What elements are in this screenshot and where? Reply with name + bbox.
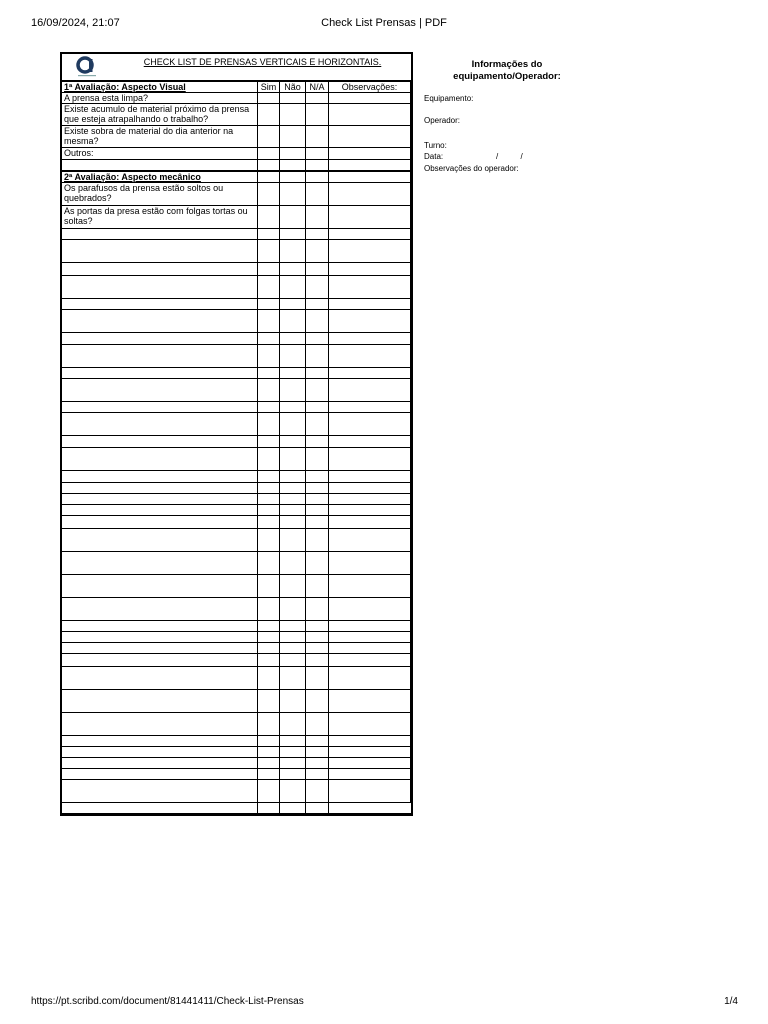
blank-row-cell [306,713,329,736]
blank-row-cell [258,747,280,758]
blank-row-cell [280,333,306,345]
blank-row-cell [329,598,411,621]
blank-row-cell [329,803,411,814]
blank-row-cell [280,713,306,736]
mechanical-item-cell: Os parafusos da prensa estão soltos ou quebrados? [62,183,258,206]
mechanical-item-cell: As portas da presa estão com folgas tortas ou soltas? [62,206,258,229]
blank-row-cell [62,598,258,621]
section2-header-cell [280,172,306,183]
blank-row-cell [280,310,306,333]
blank-row-cell [280,379,306,402]
blank-row-cell [329,713,411,736]
blank-row-cell [62,575,258,598]
blank-row-cell [62,643,258,654]
blank-row-cell [280,263,306,276]
blank-row-cell [280,758,306,769]
blank-row-cell [329,368,411,379]
blank-row-cell [280,240,306,263]
visual-item-cell [329,126,411,148]
mechanical-item-cell [329,206,411,229]
blank-row-cell [280,299,306,310]
blank-row-cell [306,769,329,780]
visual-item-cell [258,93,280,104]
blank-row-cell [258,598,280,621]
blank-row-cell [329,483,411,494]
blank-row-cell [306,413,329,436]
blank-row-cell [62,552,258,575]
blank-row-cell [280,598,306,621]
blank-row-cell [306,310,329,333]
mechanical-item-cell [280,183,306,206]
logo-icon [72,55,102,79]
data-label: Data: [424,152,444,161]
blank-row-cell [258,632,280,643]
visual-item-cell [306,93,329,104]
blank-row-cell [306,505,329,516]
blank-row-cell [62,713,258,736]
blank-row-cell [329,758,411,769]
blank-row-cell [306,667,329,690]
blank-row-cell [62,333,258,345]
blank-row-cell [62,690,258,713]
blank-row-cell [280,690,306,713]
blank-row-cell [280,552,306,575]
blank-row-cell [280,632,306,643]
blank-row-cell [329,263,411,276]
blank-row-cell [329,402,411,413]
blank-row-cell [306,758,329,769]
blank-row-cell [329,333,411,345]
blank-row-cell [62,471,258,483]
page-url: https://pt.scribd.com/document/81441411/Check-List-Prensas [31,996,304,1007]
blank-row-cell [258,345,280,368]
blank-row-cell [280,229,306,240]
visual-item-cell [329,93,411,104]
section1-header-cell: 1ª Avaliação: Aspecto Visual [62,82,258,93]
visual-item-cell: Outros: [62,148,258,160]
blank-row-cell [306,402,329,413]
blank-row-cell [306,780,329,803]
spacer-cell [280,160,306,172]
blank-row-cell [329,552,411,575]
blank-row-cell [329,240,411,263]
blank-row-cell [258,333,280,345]
blank-row-cell [62,448,258,471]
blank-row-cell [258,552,280,575]
blank-row-cell [62,402,258,413]
blank-row-cell [62,494,258,505]
blank-row-cell [329,229,411,240]
blank-row-cell [329,379,411,402]
page-count: 1/4 [724,996,738,1007]
mechanical-item-cell [306,183,329,206]
blank-row-cell [258,505,280,516]
blank-row-cell [258,803,280,814]
data-slashes: / / [496,152,523,161]
blank-row-cell [62,758,258,769]
blank-row-cell [280,276,306,299]
section1-header-cell: N/A [306,82,329,93]
checklist-title: CHECK LIST DE PRENSAS VERTICAIS E HORIZONTAIS. [143,57,382,67]
spacer-cell [306,160,329,172]
blank-row-cell [306,494,329,505]
blank-row-cell [306,483,329,494]
blank-row-cell [306,803,329,814]
blank-row-cell [62,505,258,516]
blank-row-cell [306,598,329,621]
blank-row-cell [62,516,258,529]
blank-row-cell [280,736,306,747]
blank-row-cell [329,448,411,471]
blank-row-cell [280,436,306,448]
section2-header-cell [258,172,280,183]
blank-row-cell [280,483,306,494]
mechanical-item-cell [258,183,280,206]
blank-row-cell [306,621,329,632]
blank-row-cell [306,575,329,598]
blank-row-cell [280,575,306,598]
blank-row-cell [258,769,280,780]
blank-row-cell [62,310,258,333]
blank-row-cell [62,436,258,448]
blank-row-cell [329,747,411,758]
blank-row-cell [62,240,258,263]
blank-row-cell [62,803,258,814]
blank-row-cell [258,402,280,413]
visual-item-cell: Existe sobra de material do dia anterior na mesma? [62,126,258,148]
blank-row-cell [280,402,306,413]
blank-row-cell [329,345,411,368]
info-title: Informações do equipamento/Operador: [453,59,561,82]
blank-row-cell [258,448,280,471]
blank-row-cell [280,471,306,483]
blank-row-cell [306,632,329,643]
blank-row-cell [62,780,258,803]
blank-row-cell [62,654,258,667]
info-panel [424,59,604,173]
section1-header-cell: Sim [258,82,280,93]
blank-row-cell [258,471,280,483]
spacer-cell [258,160,280,172]
blank-row-cell [258,654,280,667]
blank-row-cell [306,345,329,368]
blank-row-cell [62,529,258,552]
blank-row-cell [306,654,329,667]
blank-row-cell [329,690,411,713]
visual-item-cell [306,126,329,148]
blank-row-cell [258,643,280,654]
blank-row-cell [306,240,329,263]
blank-row-cell [306,747,329,758]
blank-row-cell [258,758,280,769]
blank-row-cell [329,471,411,483]
visual-item-cell [280,126,306,148]
blank-row-cell [62,483,258,494]
visual-item-cell [306,148,329,160]
blank-row-cell [329,310,411,333]
section1-header-cell: Observações: [329,82,411,93]
blank-row-cell [329,575,411,598]
blank-row-cell [258,436,280,448]
visual-item-cell [329,104,411,126]
blank-row-cell [306,436,329,448]
blank-row-cell [329,299,411,310]
section2-header-cell: 2ª Avaliação: Aspecto mecânico [62,172,258,183]
blank-row-cell [62,747,258,758]
section2-header-cell [329,172,411,183]
mechanical-item-cell [280,206,306,229]
blank-row-cell [306,552,329,575]
blank-row-cell [306,276,329,299]
blank-row-cell [280,529,306,552]
blank-row-cell [280,643,306,654]
blank-row-cell [62,413,258,436]
visual-item-cell [306,104,329,126]
blank-row-cell [258,529,280,552]
blank-row-cell [258,299,280,310]
blank-row-cell [258,310,280,333]
blank-row-cell [62,667,258,690]
blank-row-cell [280,747,306,758]
blank-row-cell [280,621,306,632]
section2-header-cell [306,172,329,183]
print-datetime: 16/09/2024, 21:07 [31,17,120,29]
blank-row-cell [280,413,306,436]
blank-row-cell [306,263,329,276]
blank-row-cell [258,516,280,529]
blank-row-cell [306,471,329,483]
blank-row-cell [306,643,329,654]
blank-row-cell [280,345,306,368]
blank-row-cell [62,263,258,276]
visual-item-cell: A prensa esta limpa? [62,93,258,104]
blank-row-cell [306,229,329,240]
spacer-cell [329,160,411,172]
blank-row-cell [329,436,411,448]
equipamento-label: Equipamento: [424,94,474,103]
blank-row-cell [280,368,306,379]
blank-row-cell [258,276,280,299]
blank-row-cell [329,494,411,505]
blank-row-cell [280,654,306,667]
blank-row-cell [258,229,280,240]
blank-row-cell [329,516,411,529]
title-row [62,54,411,82]
blank-row-cell [280,780,306,803]
blank-row-cell [258,379,280,402]
blank-row-cell [258,483,280,494]
blank-row-cell [329,621,411,632]
blank-row-cell [258,690,280,713]
blank-row-cell [62,769,258,780]
visual-item-cell [280,148,306,160]
blank-row-cell [258,368,280,379]
blank-row-cell [62,299,258,310]
visual-item-cell: Existe acumulo de material próximo da prensa que esteja atrapalhando o trabalho? [62,104,258,126]
blank-row-cell [329,632,411,643]
blank-row-cell [306,333,329,345]
visual-item-cell [280,93,306,104]
blank-row-cell [280,803,306,814]
spacer-cell [62,160,258,172]
blank-row-cell [62,621,258,632]
visual-item-cell [329,148,411,160]
blank-row-cell [280,505,306,516]
blank-row-cell [258,494,280,505]
blank-row-cell [306,368,329,379]
mechanical-item-cell [258,206,280,229]
checklist-sheet [60,52,413,816]
blank-row-cell [329,736,411,747]
blank-row-cell [280,494,306,505]
blank-row-cell [258,667,280,690]
operador-label: Operador: [424,116,461,125]
blank-row-cell [280,769,306,780]
blank-row-cell [306,529,329,552]
blank-row-cell [306,736,329,747]
company-logo [62,54,114,80]
browser-page-title: Check List Prensas | PDF [321,17,447,29]
blank-row-cell [258,575,280,598]
visual-item-cell [280,104,306,126]
mechanical-item-cell [329,183,411,206]
blank-row-cell [306,448,329,471]
blank-row-cell [329,505,411,516]
blank-row-cell [258,240,280,263]
blank-row-cell [329,667,411,690]
blank-row-cell [62,368,258,379]
blank-row-cell [280,667,306,690]
blank-row-cell [306,299,329,310]
observacoes-label: Observações do operador: [424,164,519,173]
blank-row-cell [62,379,258,402]
blank-row-cell [62,276,258,299]
checklist-grid [62,82,411,814]
blank-row-cell [329,276,411,299]
section1-header-cell: Não [280,82,306,93]
blank-row-cell [258,713,280,736]
visual-item-cell [258,148,280,160]
visual-item-cell [258,126,280,148]
blank-row-cell [329,413,411,436]
blank-row-cell [329,654,411,667]
blank-row-cell [258,780,280,803]
blank-row-cell [62,345,258,368]
blank-row-cell [306,379,329,402]
blank-row-cell [62,632,258,643]
visual-item-cell [258,104,280,126]
blank-row-cell [306,690,329,713]
mechanical-item-cell [306,206,329,229]
blank-row-cell [62,736,258,747]
blank-row-cell [329,780,411,803]
blank-row-cell [258,263,280,276]
turno-label: Turno: [424,141,447,150]
blank-row-cell [280,448,306,471]
blank-row-cell [258,621,280,632]
blank-row-cell [280,516,306,529]
blank-row-cell [62,229,258,240]
blank-row-cell [306,516,329,529]
blank-row-cell [329,769,411,780]
blank-row-cell [258,736,280,747]
blank-row-cell [258,413,280,436]
blank-row-cell [329,529,411,552]
blank-row-cell [329,643,411,654]
